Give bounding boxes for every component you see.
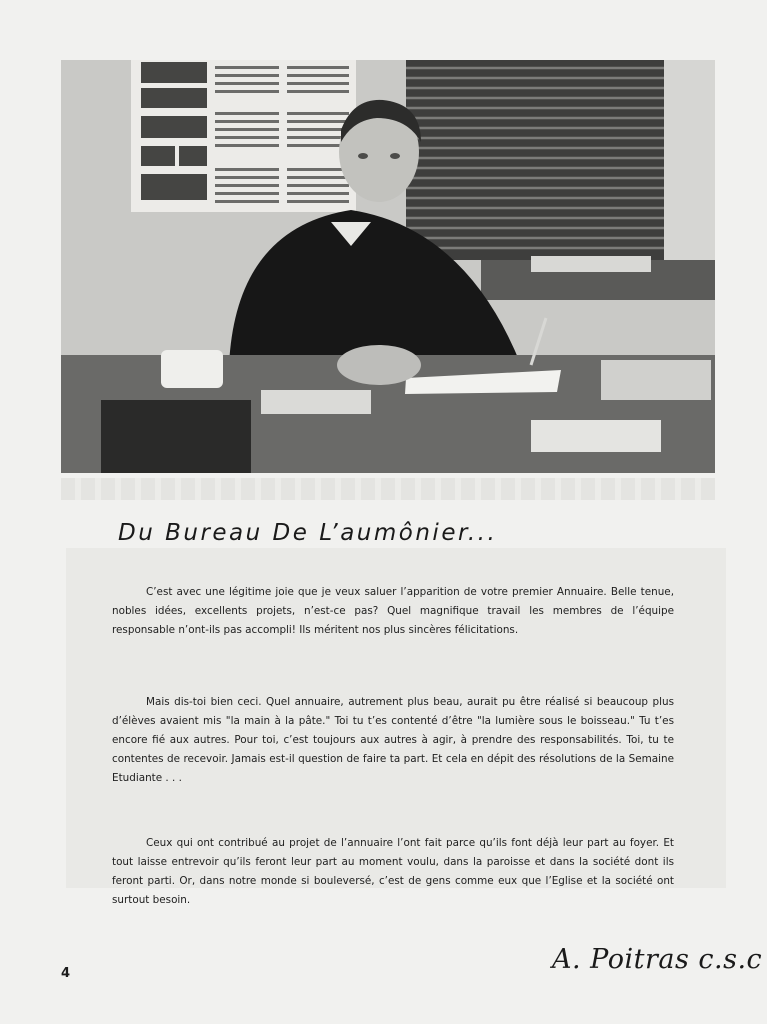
paragraph-1: C’est avec une légitime joie que je veux saluer l’apparition de votre premier Annuaire. Belle tenue, nobles idées, excellents projets, n’est-ce pas? Quel magnifique travail les membres de l’équipe responsable n’ont-ils pas accompli! Ils méritent nos plus sincères félicitations.: [112, 586, 674, 636]
chaplain-photo: [61, 60, 715, 473]
signature: A. Poitras c.s.c: [552, 944, 763, 975]
paragraph-3: Ceux qui ont contribué au projet de l’annuaire l’ont fait parce qu’ils font déjà leur part au foyer. Et tout laisse entrevoir qu’ils feront leur part au moment voulu, dans la paroisse et dans la société dont ils feront parti. Or, dans notre monde si bouleversé, c’est de gens comme eux que l’Eglise et la société ont surtout besoin.: [112, 837, 674, 906]
paragraph-2: Mais dis-toi bien ceci. Quel annuaire, autrement plus beau, aurait pu être réalisé si beaucoup plus d’élèves avaient mis "la main à la pâte." Toi tu t’es contenté d’être "la lumière sous le boisseau." Tu t’es encore fié aux autres. Pour toi, c’est toujours aux autres à agir, à prendre des responsabilités. Toi, tu te contentes de recevoir. Jamais est-il question de faire ta part. Et cela en dépit des résolutions de la Semaine Etudiante . . .: [112, 696, 674, 784]
show-through-band: [61, 478, 715, 500]
chaplain-photo-illustration: [61, 60, 715, 473]
page-title: Du Bureau De L’aumônier...: [118, 520, 498, 546]
page-number: 4: [61, 966, 71, 981]
